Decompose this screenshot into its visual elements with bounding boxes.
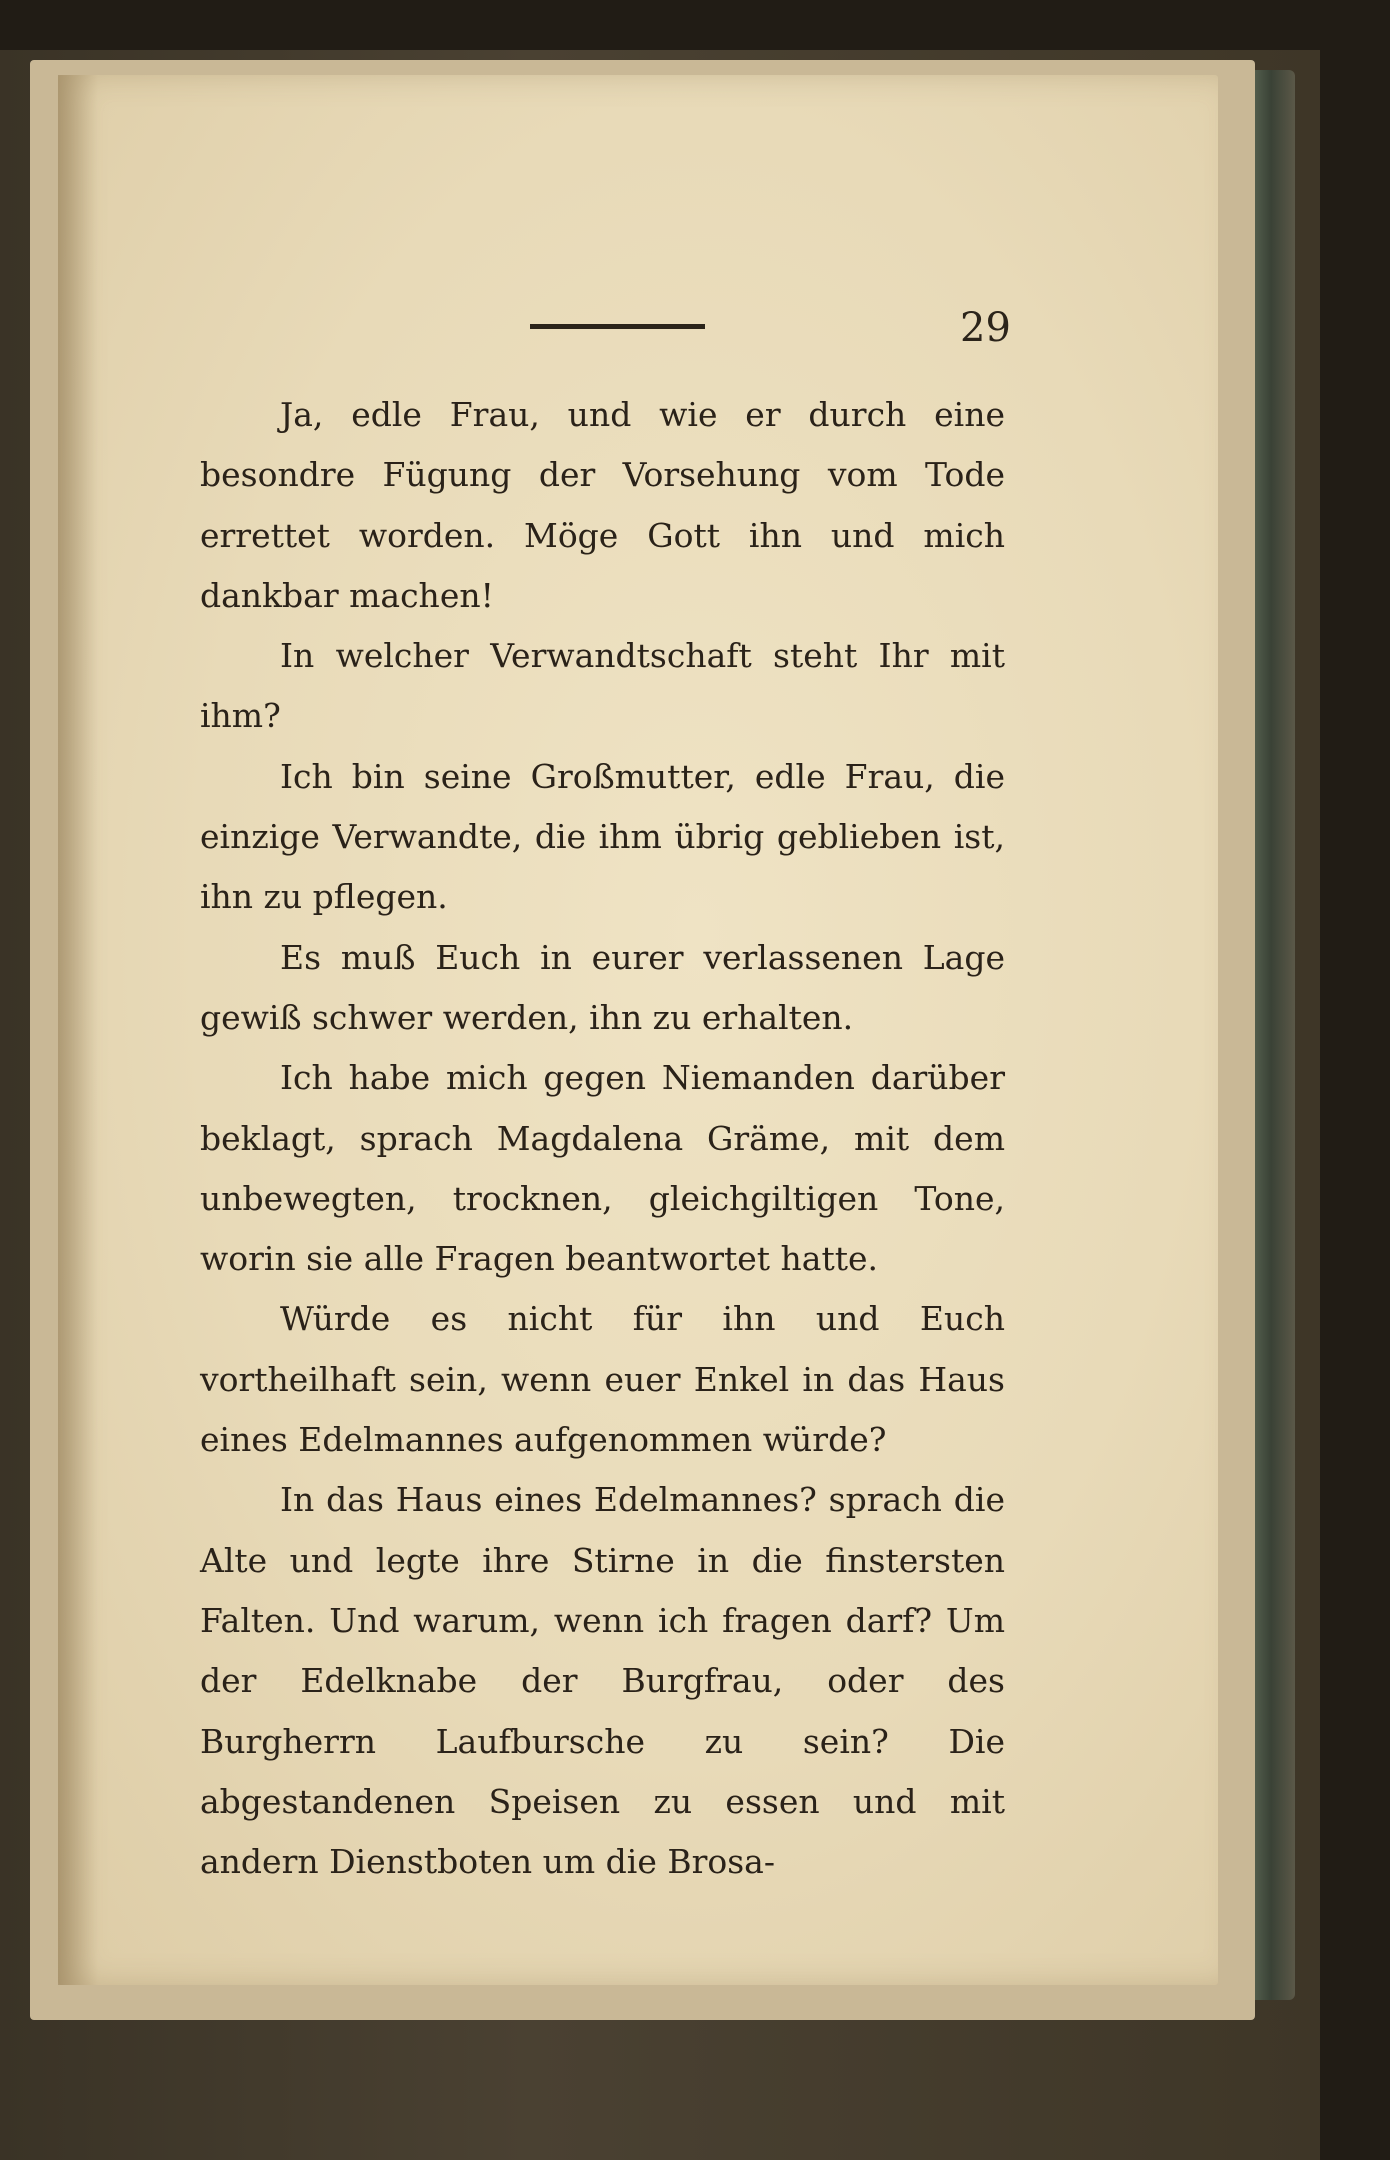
paragraph: Ich habe mich gegen Niemanden darüber beklagt, sprach Magdalena Gräme, mit dem unbewegten, trocknen, gleichgiltigen Tone, worin sie alle Fragen beantwortet hatte. [200,1058,1005,1279]
paragraph: Würde es nicht für ihn und Euch vortheilhaft sein, wenn euer Enkel in das Haus eines Edelmannes aufgenommen würde? [200,1299,1005,1460]
paragraph: Ja, edle Frau, und wie er durch eine besondre Fügung der Vorsehung vom Tode errettet worden. Möge Gott ihn und mich dankbar machen! [200,395,1005,615]
page-number: 29 [960,305,1011,351]
paragraph: Es muß Euch in eurer verlassenen Lage gewiß schwer werden, ihn zu erhalten. [200,937,1005,1037]
body-text [200,385,1005,1892]
spine-shadow [58,75,98,1985]
paragraph: In welcher Verwandtschaft steht Ihr mit ihm? [200,636,1005,736]
paragraph: In das Haus eines Edelmannes? sprach die Alte und legte ihre Stirne in die finstersten Falten. Und warum, wenn ich fragen darf? Um der Edelknabe der Burgfrau, oder des Burgherrn Laufbursche zu sein? Die abgestandenen Speisen zu essen und mit andern Dienstboten um die Brosa- [200,1480,1005,1882]
header-rule [530,324,705,329]
paragraph: Ich bin seine Großmutter, edle Frau, die einzige Verwandte, die ihm übrig geblieben ist, ihn zu pflegen. [200,756,1005,917]
